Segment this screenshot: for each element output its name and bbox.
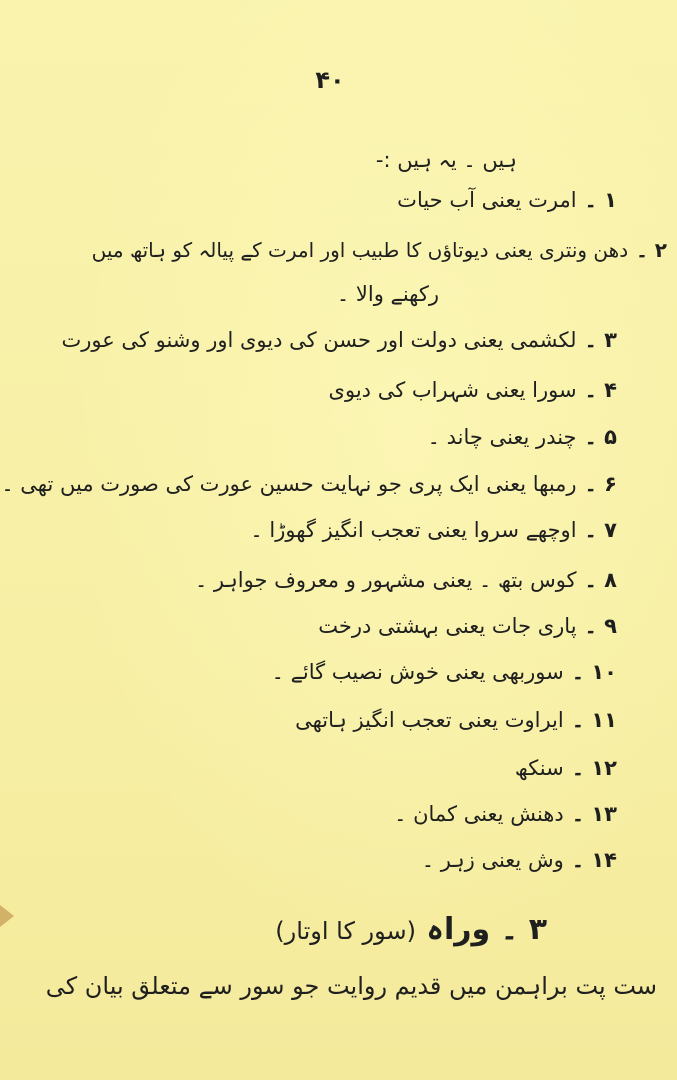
list-item: ۹ ۔پاری جات یعنی بہشتی درخت — [318, 614, 617, 638]
list-item: ۱۰ ۔سوربھی یعنی خوش نصیب گائے ۔ — [271, 660, 617, 684]
list-item: ۱۱ ۔ایراوت یعنی تعجب انگیز ہاتھی — [295, 708, 617, 732]
list-item: ۶ ۔رمبھا یعنی ایک پری جو نہایت حسین عورت کی صورت میں تھی ۔ — [1, 472, 617, 496]
list-item: ۳ ۔لکشمی یعنی دولت اور حسن کی دیوی اور وشنو کی عورت — [61, 328, 617, 352]
section-number: ۳ ۔ — [500, 912, 547, 947]
list-item: ۸ ۔کوس بتھ ۔ یعنی مشہور و معروف جواہر ۔ — [194, 568, 617, 592]
list-item: ۱ ۔امرت یعنی آب حیات — [397, 188, 617, 212]
section-heading — [275, 912, 547, 947]
list-item: ۵ ۔چندر یعنی چاند ۔ — [427, 425, 617, 449]
body-paragraph: ست پت براہمن میں قدیم روایت جو سور سے متعلق بیان کی — [45, 972, 657, 1000]
list-item: ۲ ۔دھن ونتری یعنی دیوتاؤں کا طبیب اور امرت کے پیالہ کو ہاتھ میں — [91, 238, 667, 262]
list-item: ۱۳ ۔دھنش یعنی کمان ۔ — [394, 802, 617, 826]
page-edge-mark — [0, 905, 14, 927]
section-subtitle: (سور کا اوتار) — [275, 917, 416, 945]
intro-line: ہیں ۔ یہ ہیں :- — [375, 148, 517, 172]
list-item: ۱۲ ۔سنکھ — [514, 756, 617, 780]
page-number: ۴۰ — [315, 66, 345, 94]
list-item: رکھنے والا ۔ — [336, 282, 439, 306]
section-title: وراہ — [426, 912, 491, 947]
list-item: ۱۴ ۔وش یعنی زہر ۔ — [421, 848, 617, 872]
list-item: ۴ ۔سورا یعنی شہراب کی دیوی — [328, 378, 617, 402]
list-item: ۷ ۔اوچھے سروا یعنی تعجب انگیز گھوڑا ۔ — [250, 518, 617, 542]
